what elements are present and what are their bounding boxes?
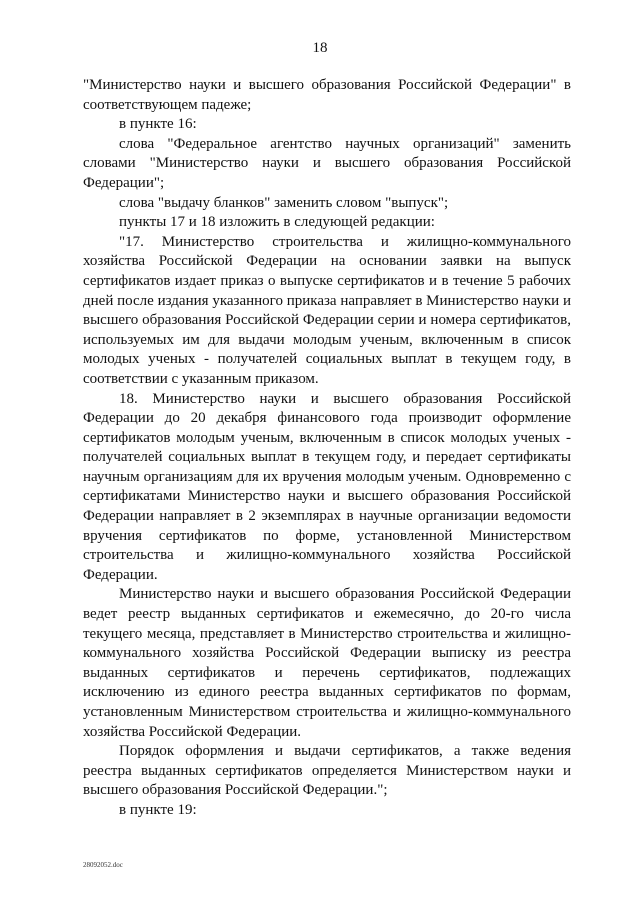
paragraph: Порядок оформления и выдачи сертификатов, а также ведения реестра выданных сертификатов определяется Министерством науки и высшего образования Российской Федерации.";	[83, 743, 571, 799]
paragraph: "Министерство науки и высшего образования Российской Федерации" в соответствующем падеже;	[83, 77, 571, 113]
document-body	[83, 76, 571, 821]
paragraph: Министерство науки и высшего образования Российской Федерации ведет реестр выданных сертификатов и ежемесячно, до 20-го числа текущего месяца, представляет в Министерство строительства и жилищно-коммунального хозяйства Российской Федерации выписку из реестра выданных сертификатов и перечень сертификатов, подлежащих исключению из единого реестра выданных сертификатов по формам, установленным Министерством строительства и жилищно-коммунального хозяйства Российской Федерации.	[83, 586, 571, 740]
paragraph: в пункте 16:	[119, 116, 197, 133]
paragraph: в пункте 19:	[119, 801, 197, 818]
paragraph: пункты 17 и 18 изложить в следующей редакции:	[119, 214, 435, 231]
paragraph: слова "Федеральное агентство научных организаций" заменить словами "Министерство науки и высшего образования Российской Федерации";	[83, 135, 571, 191]
paragraph: "17. Министерство строительства и жилищно-коммунального хозяйства Российской Федерации на основании заявки на выпуск сертификатов издает приказ о выпуске сертификатов и в течение 5 рабочих дней после издания указанного приказа направляет в Министерство науки и высшего образования Российской Федерации серии и номера сертификатов, используемых им для выдачи молодым ученым, включенным в список молодых ученых - получателей социальных выплат в текущем году, в соответствии с указанным приказом.	[83, 233, 571, 387]
page-number: 18	[312, 40, 328, 56]
paragraph: 18. Министерство науки и высшего образования Российской Федерации до 20 декабря финансового года производит оформление сертификатов молодым ученым, включенным в список молодых ученых - получателей социальных выплат в текущем году, и передает сертификаты научным организациям для их вручения молодым ученым. Одновременно с сертификатами Министерство науки и высшего образования Российской Федерации направляет в 2 экземплярах в научные организации ведомости вручения сертификатов по форме, установленной Министерством строительства и жилищно-коммунального хозяйства Российской Федерации.	[83, 390, 571, 583]
document-footer: 28092052.doc	[83, 861, 123, 869]
paragraph: слова "выдачу бланков" заменить словом "выпуск";	[119, 194, 449, 211]
